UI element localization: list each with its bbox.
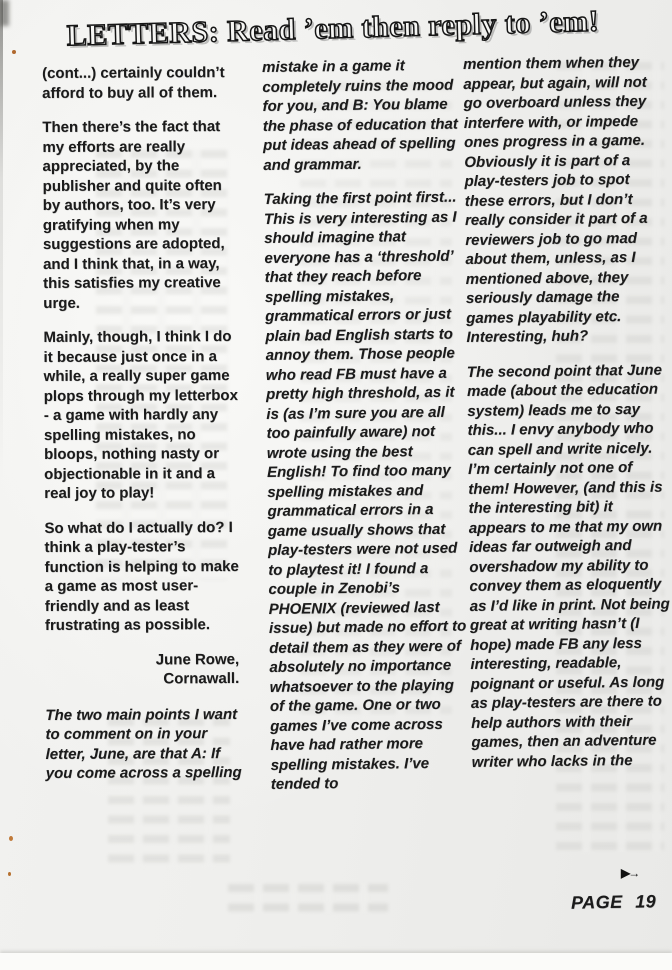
letter-paragraph: Then there’s the fact that my efforts are really appreciated, by the publisher and quite often by authors, too. It’s very gratifying when my suggestions are adopted, and I think that, in a way, this satisfies my creative urge. bbox=[42, 118, 225, 312]
letter-signature bbox=[45, 649, 239, 689]
letter-paragraph: (cont...) certainly couldn’t afford to buy all of them. bbox=[42, 64, 225, 102]
editor-reply-paragraph: The second point that June made (about the education system) leads me to say this... I envy anybody who can spell and write nicely. I’m certainly not one of them! However, (and this is the interesting bit) it appears to me that my own ideas far outweigh and overshadow my ability to convey them as eloquently as I’d like in print. Not being great at writing hasn’t (I hope) made FB any less interesting, readable, poignant or useful. As long as play-testers are there to help authors with their games, then an adventure writer who lacks in the bbox=[466, 361, 670, 771]
paper-speck bbox=[9, 836, 13, 841]
paper-speck bbox=[8, 872, 11, 876]
letters-section-title: LETTERS: Read ’em then reply to ’em! bbox=[66, 4, 600, 53]
scan-left-edge-shadow bbox=[0, 0, 3, 640]
editor-reply-paragraph: mistake in a game it completely ruins the mood for you, and B: You blame the phase of education that put ideas ahead of spelling and grammar. bbox=[262, 57, 458, 174]
column-middle bbox=[262, 56, 471, 810]
editor-reply-paragraph: mention them when they appear, but again, will not go overboard unless they interfere with, or impede ones progress in a game. Obviously it is part of a play-testers job to spot these errors, but I don’t really consider it part of a reviewers job to go mad about them, unless, as I mentioned above, they seriously damage the games playability etc. Interesting, huh? bbox=[463, 53, 648, 346]
signature-name: June Rowe, bbox=[155, 650, 240, 668]
column-left bbox=[42, 63, 242, 799]
show-through-ghost-text bbox=[228, 884, 388, 912]
page-bottom-edge bbox=[0, 953, 672, 970]
letter-paragraph: So what do I actually do? I think a play-tester’s function is helping to make a game as most user-friendly and as least frustrating as possible. bbox=[44, 518, 239, 634]
signature-location: Cornawall. bbox=[163, 669, 240, 688]
editor-reply-paragraph: Taking the first point first... This is very interesting as I should imagine that everyone has a ‘threshold’ that they reach before spelling mistakes, grammatical errors or just plain bad English starts to annoy them. Those people who read FB must have a pretty high threshold, as it is (as I’m sure you are all too painfully aware) not wrote using the best English! To find too many spelling mistakes and grammatical errors in a game usually shows that play-testers were not used to playtest it! I found a couple in Zenobi’s PHOENIX (reviewed last issue) but made no effort to detail them as they were of absolutely no importance whatsoever to the playing of the game. One or two games I’ve come across have had rather more spelling mistakes. I’ve tended to bbox=[263, 188, 467, 793]
column-right bbox=[463, 53, 672, 787]
continued-arrow-icon: ▶→ bbox=[621, 866, 639, 880]
letter-paragraph: Mainly, though, I think I do it because just once in a while, a really super game plops through my letterbox - a game with hardly any spelling mistakes, no bloops, nothing nasty or objectionable in it and a real joy to play! bbox=[43, 328, 238, 502]
editor-reply-paragraph: The two main points I want to comment on in your letter, June, are that A: If you come across a spelling bbox=[45, 705, 242, 782]
page-number: PAGE 19 bbox=[570, 891, 657, 913]
